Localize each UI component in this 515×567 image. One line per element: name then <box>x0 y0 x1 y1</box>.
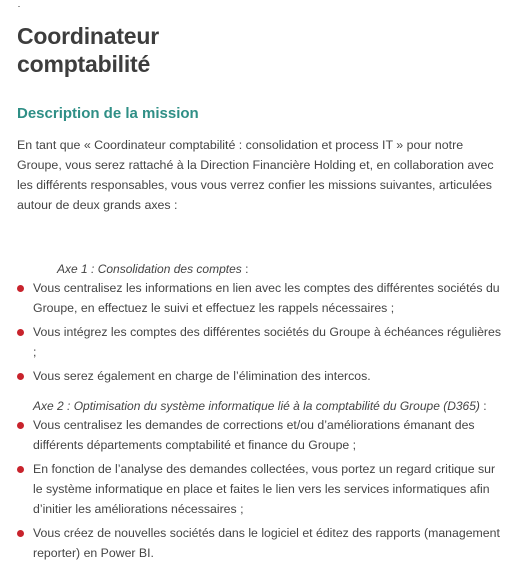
bullet-icon <box>17 530 24 537</box>
page-title <box>17 22 507 78</box>
list-item-text: Vous intégrez les comptes des différentes sociétés du Groupe à échéances régulières ; <box>33 325 502 359</box>
list-item <box>17 322 507 362</box>
bullet-icon <box>17 466 24 473</box>
list-item-text: En fonction de l’analyse des demandes collectées, vous portez un regard critique sur le système informatique en place et faites le lien vers les services informatiques afin d’initier les améliorations nécessaires ; <box>33 462 496 516</box>
axis-1-heading <box>57 260 507 278</box>
list-item-text: Vous centralisez les informations en lien avec les comptes des différentes sociétés du Groupe, en effectuez le suivi et effectuez les rappels nécessaires ; <box>33 281 500 315</box>
axis-1-label: Axe 1 : Consolidation des comptes <box>57 262 242 276</box>
intro-paragraph: En tant que « Coordinateur comptabilité : consolidation et process IT » pour notre Groupe, vous serez rattaché à la Direction Financière Holding et, en collaboration avec les différents responsables, vous vous verrez confier les missions suivantes, articulées autour de deux grands axes : <box>17 138 494 212</box>
list-item <box>17 459 507 519</box>
list-item <box>17 523 507 563</box>
bullet-icon <box>17 373 24 380</box>
list-item-text: Vous serez également en charge de l’élimination des intercos. <box>33 369 371 383</box>
axis-1-list <box>17 278 507 386</box>
axis-2-colon: : <box>479 399 487 413</box>
list-item <box>17 415 507 455</box>
axis-2-label: Axe 2 : Optimisation du système informatique lié à la comptabilité du Groupe (D365) <box>33 399 480 413</box>
axis-2-heading <box>33 397 507 415</box>
list-item-text: Vous centralisez les demandes de corrections et/ou d’améliorations émanant des différents départements comptabilité et finance du Groupe ; <box>33 418 475 452</box>
bullet-icon <box>17 422 24 429</box>
axis-2-list <box>17 415 507 563</box>
axis-1-colon: : <box>241 262 249 276</box>
bullet-icon <box>17 329 24 336</box>
list-item <box>17 278 507 318</box>
title-line-2: comptabilité <box>17 51 151 77</box>
bullet-icon <box>17 285 24 292</box>
section-heading: Description de la mission <box>17 105 199 122</box>
title-line-1: Coordinateur <box>17 23 159 49</box>
list-item <box>17 366 507 386</box>
job-description <box>17 0 507 567</box>
list-item-text: Vous créez de nouvelles sociétés dans le logiciel et éditez des rapports (management reporter) en Power BI. <box>33 526 500 560</box>
